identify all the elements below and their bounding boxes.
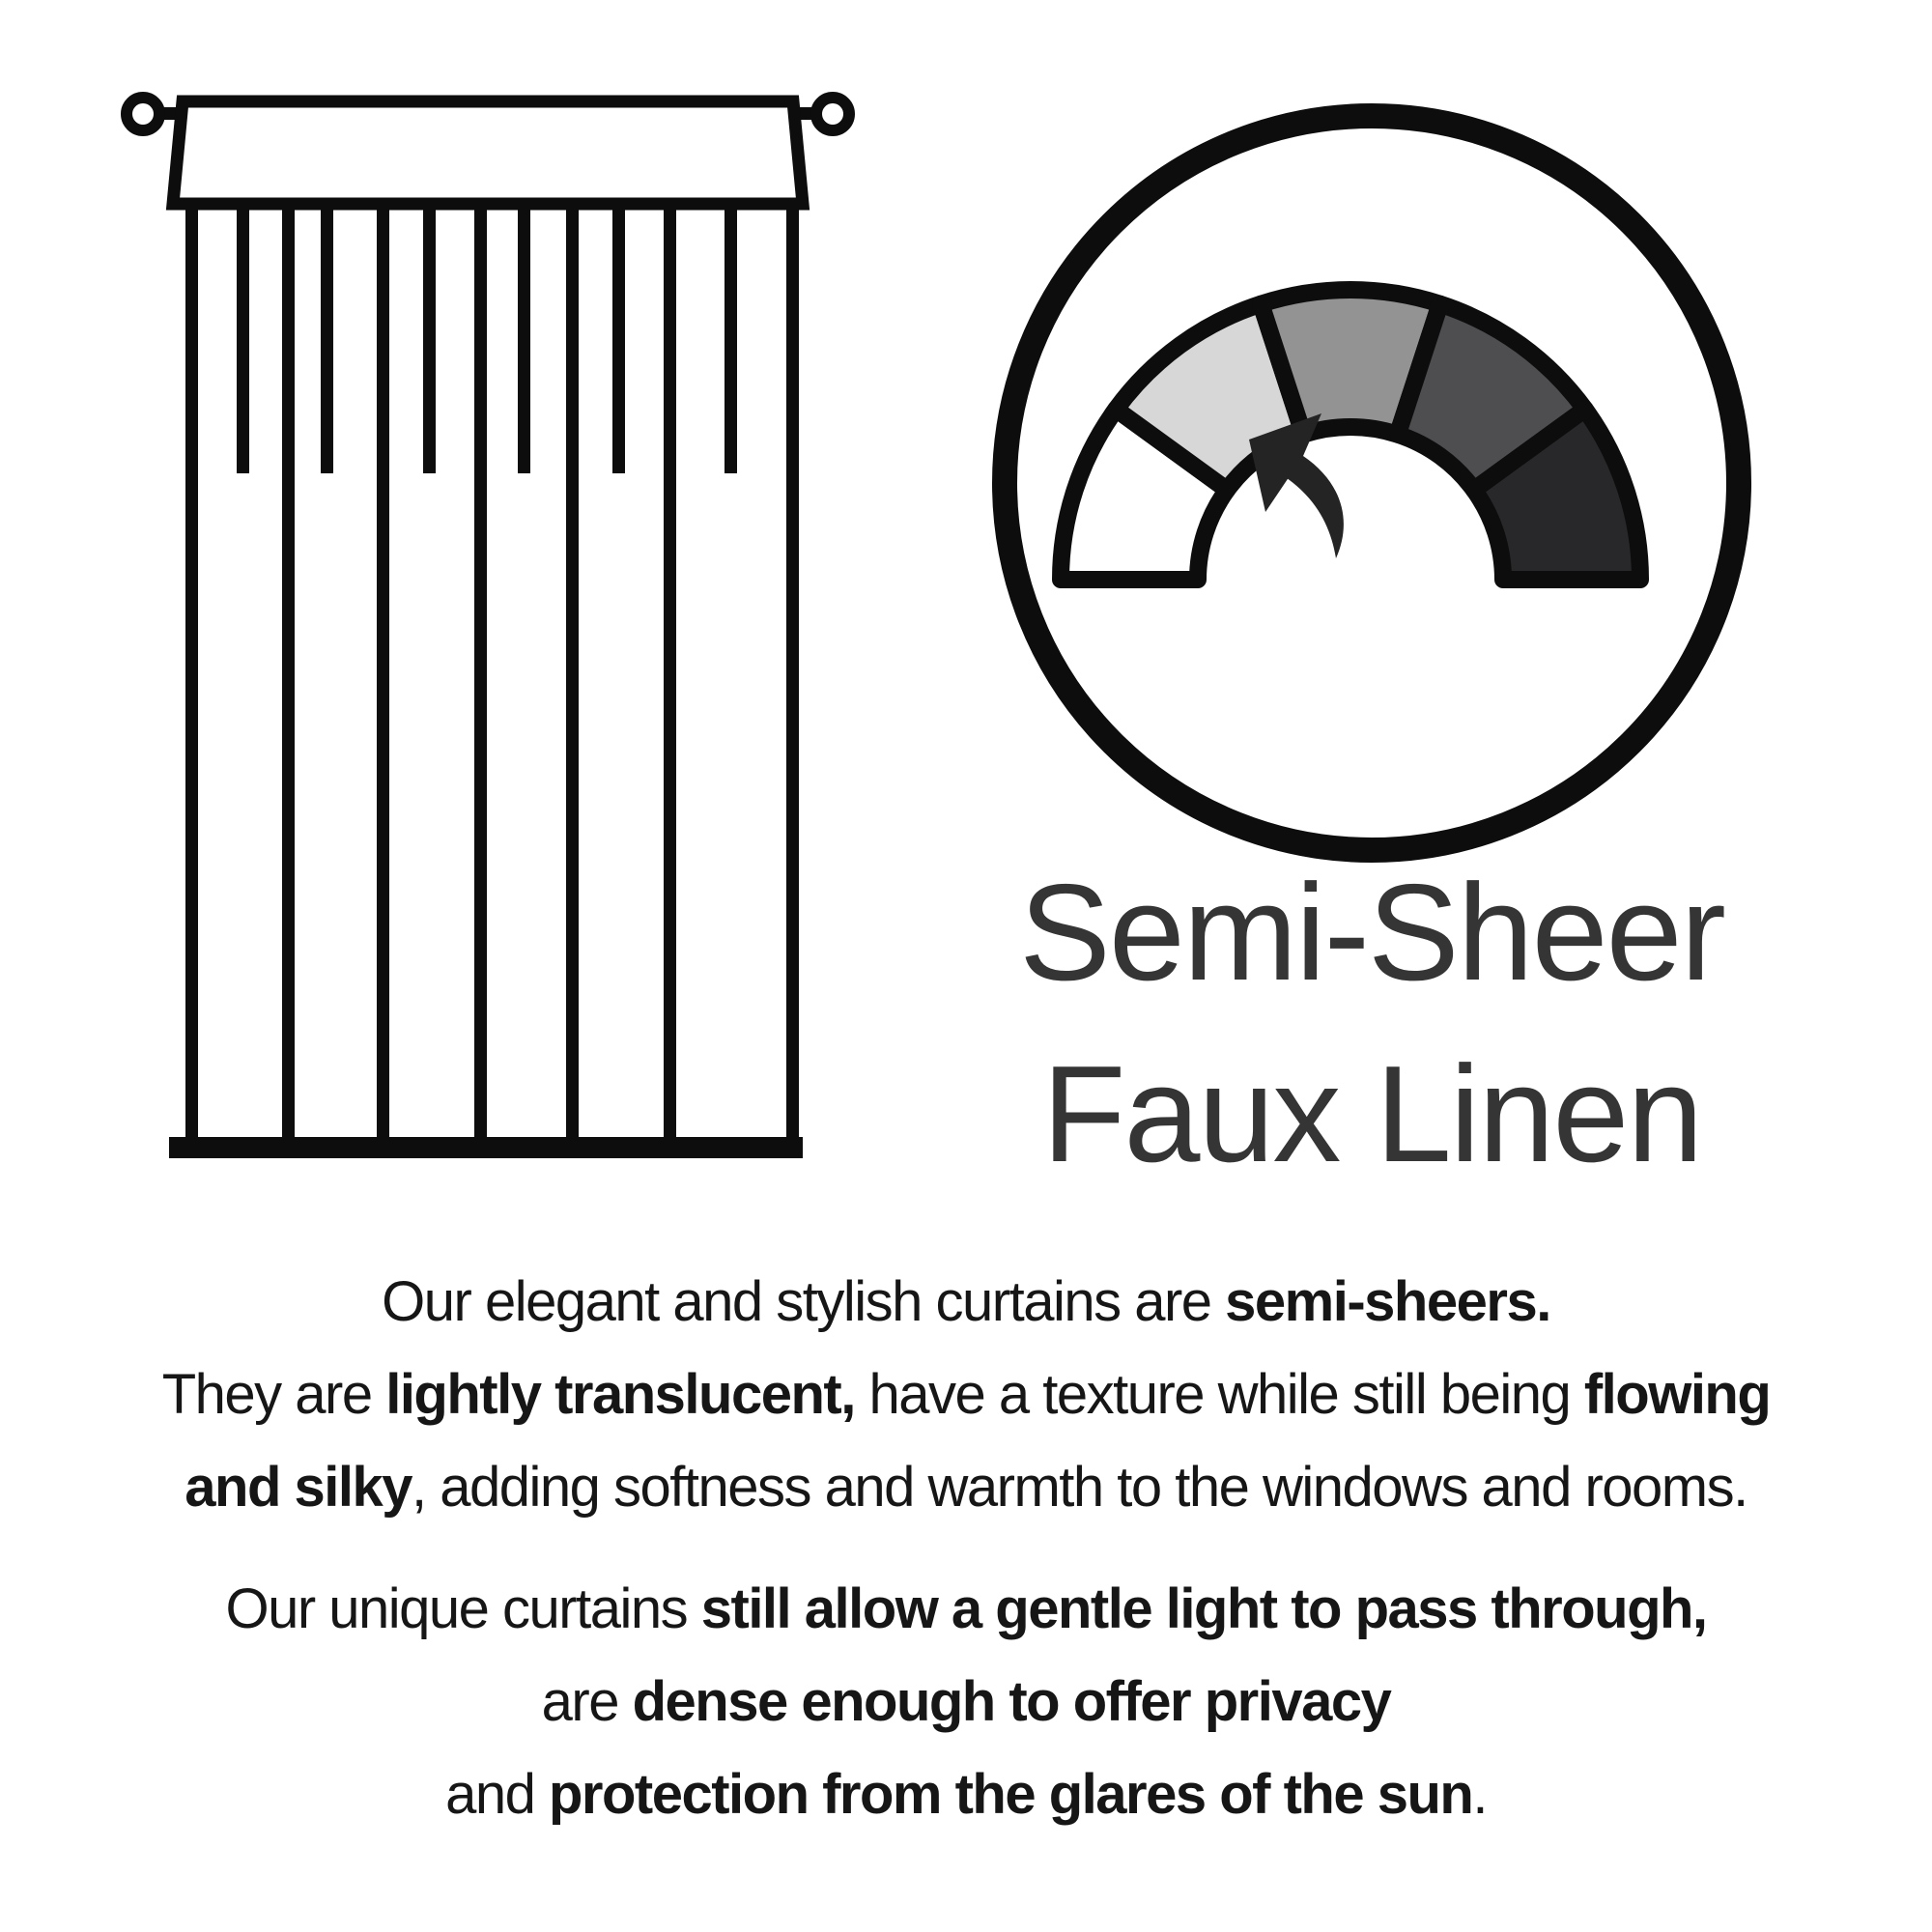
product-description xyxy=(0,1256,1932,1841)
fold-line xyxy=(282,198,295,1156)
rod-finial-left xyxy=(127,98,159,130)
opacity-label xyxy=(947,842,1797,1206)
curtain-panel-icon xyxy=(111,43,865,1174)
curtain-outlines xyxy=(127,98,849,204)
fold-line xyxy=(185,198,198,1156)
fold-line xyxy=(474,198,487,1156)
opacity-label-line1: Semi-Sheer xyxy=(1019,856,1724,1009)
description-line: Our unique curtains still allow a gentle light to pass through, xyxy=(225,1577,1707,1640)
curtain-hem xyxy=(169,1137,803,1158)
opacity-gauge-icon xyxy=(966,77,1777,889)
description-line: and protection from the glares of the sun. xyxy=(445,1763,1487,1826)
curtain-structure xyxy=(154,107,822,1158)
description-line: Our elegant and stylish curtains are semi-sheers. xyxy=(382,1270,1550,1333)
fold-line xyxy=(664,198,676,1156)
opacity-label-line2: Faux Linen xyxy=(1041,1037,1702,1191)
curtain-header-band xyxy=(173,101,803,204)
description-paragraph-1 xyxy=(0,1256,1932,1534)
fold-line xyxy=(566,198,579,1156)
description-line: They are lightly translucent, have a texture while still being flowing xyxy=(161,1363,1771,1426)
description-paragraph-2 xyxy=(0,1563,1932,1841)
description-line: are dense enough to offer privacy xyxy=(541,1670,1391,1733)
fold-line xyxy=(377,198,389,1156)
rod-finial-right xyxy=(816,98,849,130)
fold-line xyxy=(786,198,799,1156)
description-line: and silky, adding softness and warmth to the windows and rooms. xyxy=(185,1456,1747,1519)
